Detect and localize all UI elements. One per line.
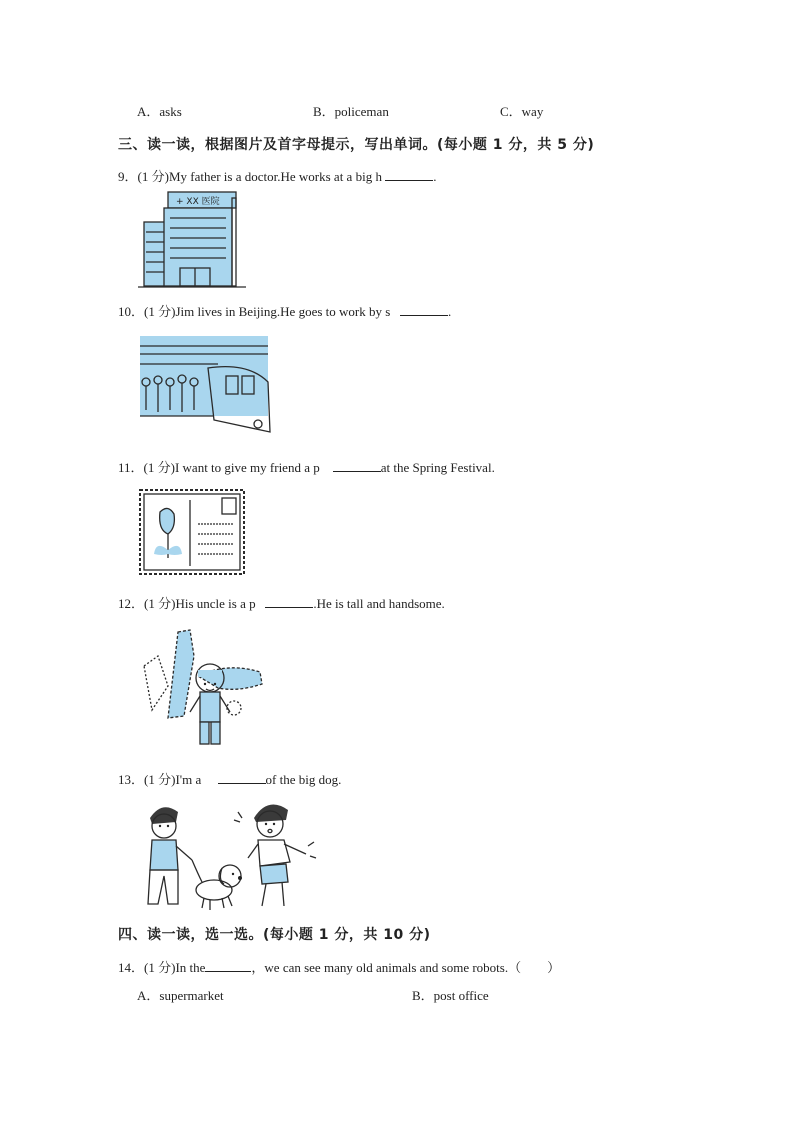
- question-text-end: .: [433, 169, 437, 184]
- question-text: His uncle is a p: [175, 596, 256, 611]
- option-a: A．asks: [137, 104, 182, 119]
- answer-blank[interactable]: [265, 595, 313, 608]
- section-3-title: 三、读一读，根据图片及首字母提示，写出单词。(每小题 1 分，共 5 分): [118, 137, 595, 153]
- section-4-title: 四、读一读，选一选。(每小题 1 分，共 10 分): [118, 927, 431, 943]
- question-score: (1 分): [144, 596, 176, 611]
- pilot-picture: [138, 626, 268, 751]
- question-text-end: ，we can see many old animals and some robots.（ ）: [251, 960, 561, 975]
- question-text: Jim lives in Beijing.He goes to work by s: [175, 304, 391, 319]
- subway-picture: [138, 332, 273, 437]
- hospital-sign-text: + XX 医院: [176, 197, 220, 207]
- answer-blank[interactable]: [205, 959, 251, 972]
- question-score: (1 分): [143, 460, 175, 475]
- question-number: 9．: [118, 169, 138, 184]
- hospital-picture: [138, 190, 248, 290]
- answer-blank[interactable]: [333, 459, 381, 472]
- question-11: [118, 457, 495, 476]
- question-13: [118, 769, 341, 788]
- question-12: [118, 593, 445, 612]
- question-number: 14．: [118, 960, 145, 975]
- question-text: In the: [175, 960, 206, 975]
- option-c: C．way: [500, 104, 544, 119]
- question-score: (1 分): [144, 960, 176, 975]
- answer-blank[interactable]: [400, 303, 448, 316]
- question-text-end: .: [448, 304, 452, 319]
- answer-blank[interactable]: [385, 168, 433, 181]
- question-9: [118, 166, 436, 185]
- question-text-end: of the big dog.: [265, 772, 342, 787]
- question-number: 12．: [118, 596, 145, 611]
- option-a: A．supermarket: [137, 988, 224, 1003]
- answer-blank[interactable]: [218, 771, 266, 784]
- postcard-picture: [138, 488, 248, 578]
- boys-and-dog-picture: [138, 796, 328, 914]
- question-text-end: at the Spring Festival.: [380, 460, 495, 475]
- question-number: 10．: [118, 304, 145, 319]
- option-b: B．policeman: [313, 104, 389, 119]
- question-10: [118, 301, 451, 320]
- question-score: (1 分): [144, 772, 176, 787]
- question-number: 11．: [118, 460, 144, 475]
- question-14: [118, 957, 560, 976]
- question-text-end: .He is tall and handsome.: [313, 596, 445, 611]
- question-score: (1 分): [137, 169, 169, 184]
- question-text: I want to give my friend a p: [174, 460, 320, 475]
- question-number: 13．: [118, 772, 145, 787]
- question-text: I'm a: [175, 772, 202, 787]
- question-score: (1 分): [144, 304, 176, 319]
- option-b: B．post office: [412, 988, 489, 1003]
- question-text: My father is a doctor.He works at a big h: [168, 169, 382, 184]
